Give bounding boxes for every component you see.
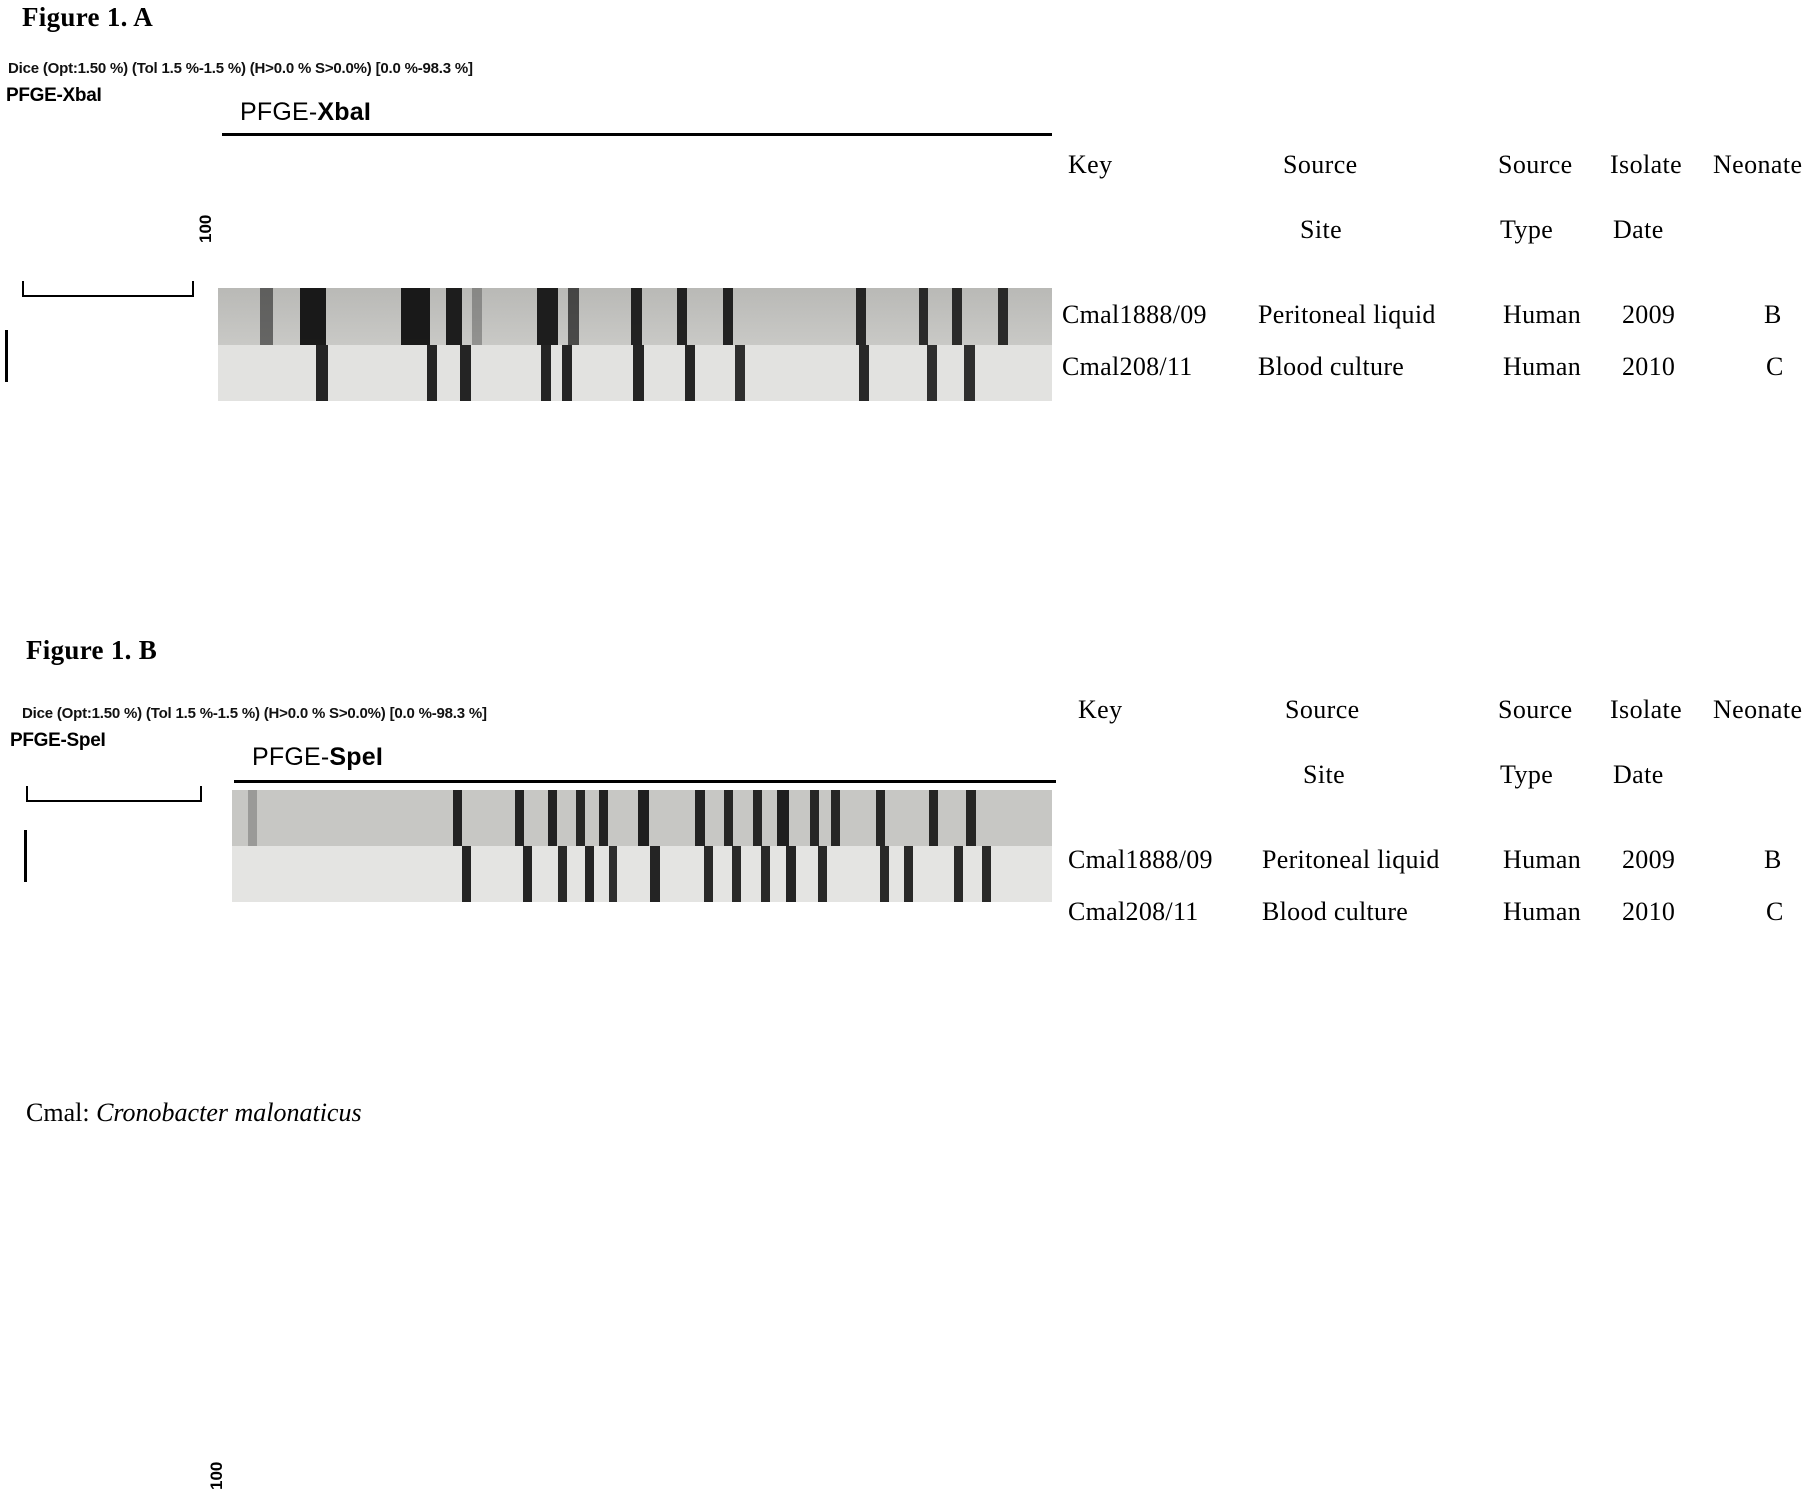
gel-band (427, 345, 438, 401)
figure-b-header-source: Source (1285, 695, 1360, 724)
gel-band (260, 288, 273, 345)
figure-a-row1-source-type: Human (1503, 300, 1582, 329)
footnote-species-name: Cronobacter malonaticus (96, 1098, 362, 1127)
figure-a-label: Figure 1. A (22, 2, 154, 32)
gel-band (677, 288, 687, 345)
figure-a-similarity-scale (22, 281, 194, 297)
gel-band (453, 790, 462, 846)
gel-band (609, 846, 617, 902)
figure-panel-a (0, 0, 1820, 560)
figure-a-row2-source-type: Human (1503, 352, 1582, 381)
gel-band (904, 846, 913, 902)
gel-band (300, 288, 327, 345)
footnote-prefix: Cmal: (26, 1098, 97, 1127)
gel-band (685, 345, 695, 401)
figure-a-row2-source-site: Blood culture (1258, 352, 1405, 381)
gel-band (723, 288, 734, 345)
figure-a-header-date: Date (1613, 215, 1664, 244)
gel-band (460, 345, 471, 401)
figure-a-row1-source-site: Peritoneal liquid (1258, 300, 1436, 329)
figure-a-dice-parameters: Dice (Opt:1.50 %) (Tol 1.5 %-1.5 %) (H>0.0 % S>0.0%) [0.0 %-98.3 %] (8, 60, 473, 77)
gel-band (316, 345, 328, 401)
figure-a-enzyme-label-small: PFGE-XbaI (6, 85, 102, 106)
figure-a-gel-lane-1 (218, 288, 1052, 345)
gel-band (954, 846, 963, 902)
gel-band (952, 288, 962, 345)
figure-b-dice-parameters: Dice (Opt:1.50 %) (Tol 1.5 %-1.5 %) (H>0.0 % S>0.0%) [0.0 %-98.3 %] (22, 705, 487, 722)
figure-a-header-neonate: Neonate (1713, 150, 1803, 179)
gel-band (982, 846, 991, 902)
figure-a-scale-tick-label: 100 (196, 214, 215, 243)
figure-b-row2-neonate: C (1766, 897, 1784, 926)
gel-band (786, 846, 797, 902)
gel-band (446, 288, 462, 345)
figure-b-similarity-scale (26, 786, 202, 802)
figure-b-scale-tick-label: 100 (207, 1461, 226, 1490)
gel-band (856, 288, 866, 345)
gel-band (650, 846, 660, 902)
figure-b-enzyme-prefix: PFGE- (252, 743, 330, 771)
figure-a-header-source-type: Source (1498, 150, 1573, 179)
gel-band (515, 790, 524, 846)
gel-band (599, 790, 608, 846)
figure-a-header-site: Site (1300, 215, 1343, 244)
figure-a-enzyme-label-large (240, 98, 371, 127)
figure-a-dendrogram-stem (5, 330, 8, 382)
gel-band (638, 790, 649, 846)
figure-a-header-key: Key (1068, 150, 1113, 179)
gel-band (585, 846, 595, 902)
gel-band (576, 790, 584, 846)
gel-band (880, 846, 889, 902)
gel-band (810, 790, 819, 846)
figure-b-row1-isolate-date: 2009 (1622, 845, 1676, 874)
figure-b-enzyme-name: SpeI (329, 743, 384, 771)
figure-a-header-isolate: Isolate (1610, 150, 1683, 179)
gel-band (777, 790, 788, 846)
figure-b-enzyme-label-large (252, 743, 383, 772)
gel-band (927, 345, 937, 401)
gel-band (998, 288, 1008, 345)
figure-b-gel-lane-2 (232, 846, 1052, 902)
gel-band (541, 345, 551, 401)
gel-band (558, 846, 566, 902)
gel-band (472, 288, 481, 345)
figure-b-dendrogram-stem (24, 830, 27, 882)
figure-a-gel-image (218, 288, 1052, 401)
figure-a-row2-isolate-date: 2010 (1622, 352, 1676, 381)
gel-band (695, 790, 705, 846)
figure-b-row1-key: Cmal1888/09 (1068, 845, 1213, 874)
figure-b-row2-source-site: Blood culture (1262, 897, 1409, 926)
figure-footnote (26, 1098, 362, 1128)
figure-a-row2-key: Cmal208/11 (1062, 352, 1193, 381)
figure-b-header-source-type: Source (1498, 695, 1573, 724)
figure-b-row1-source-site: Peritoneal liquid (1262, 845, 1440, 874)
figure-b-header-key: Key (1078, 695, 1123, 724)
gel-band (562, 345, 572, 401)
gel-band (964, 345, 975, 401)
figure-a-row1-key: Cmal1888/09 (1062, 300, 1207, 329)
gel-band (876, 790, 885, 846)
figure-b-enzyme-label-small: PFGE-SpeI (10, 730, 106, 751)
figure-b-row2-isolate-date: 2010 (1622, 897, 1676, 926)
gel-band (753, 790, 762, 846)
gel-band (724, 790, 733, 846)
figure-b-header-site: Site (1303, 760, 1346, 789)
gel-band (761, 846, 770, 902)
figure-b-header-date: Date (1613, 760, 1664, 789)
gel-band (523, 846, 532, 902)
gel-band (732, 846, 741, 902)
figure-b-gel-image (232, 790, 1052, 902)
figure-a-header-type: Type (1500, 215, 1554, 244)
figure-a-gel-lane-2 (218, 345, 1052, 401)
figure-a-row1-isolate-date: 2009 (1622, 300, 1676, 329)
gel-band (929, 790, 938, 846)
gel-band (548, 790, 557, 846)
gel-band (919, 288, 928, 345)
figure-b-row1-neonate: B (1764, 845, 1782, 874)
figure-b-row2-key: Cmal208/11 (1068, 897, 1199, 926)
gel-band (631, 288, 642, 345)
gel-band (859, 345, 870, 401)
figure-b-row1-source-type: Human (1503, 845, 1582, 874)
gel-band (633, 345, 644, 401)
figure-b-row2-source-type: Human (1503, 897, 1582, 926)
figure-a-enzyme-name: XbaI (317, 98, 372, 126)
figure-b-header-rule (234, 780, 1056, 783)
gel-band (568, 288, 579, 345)
figure-b-label: Figure 1. B (26, 635, 158, 665)
figure-a-row2-neonate: C (1766, 352, 1784, 381)
figure-b-header-type: Type (1500, 760, 1554, 789)
gel-band (735, 345, 745, 401)
figure-b-gel-lane-1 (232, 790, 1052, 846)
gel-band (966, 790, 976, 846)
gel-band (537, 288, 559, 345)
gel-band (462, 846, 471, 902)
gel-band (831, 790, 840, 846)
figure-a-header-rule (222, 133, 1052, 136)
figure-b-header-isolate: Isolate (1610, 695, 1683, 724)
figure-a-row1-neonate: B (1764, 300, 1782, 329)
figure-a-header-source: Source (1283, 150, 1358, 179)
gel-band (818, 846, 827, 902)
gel-band (248, 790, 256, 846)
figure-b-header-neonate: Neonate (1713, 695, 1803, 724)
gel-band (401, 288, 429, 345)
gel-band (704, 846, 713, 902)
figure-a-enzyme-prefix: PFGE- (240, 98, 318, 126)
